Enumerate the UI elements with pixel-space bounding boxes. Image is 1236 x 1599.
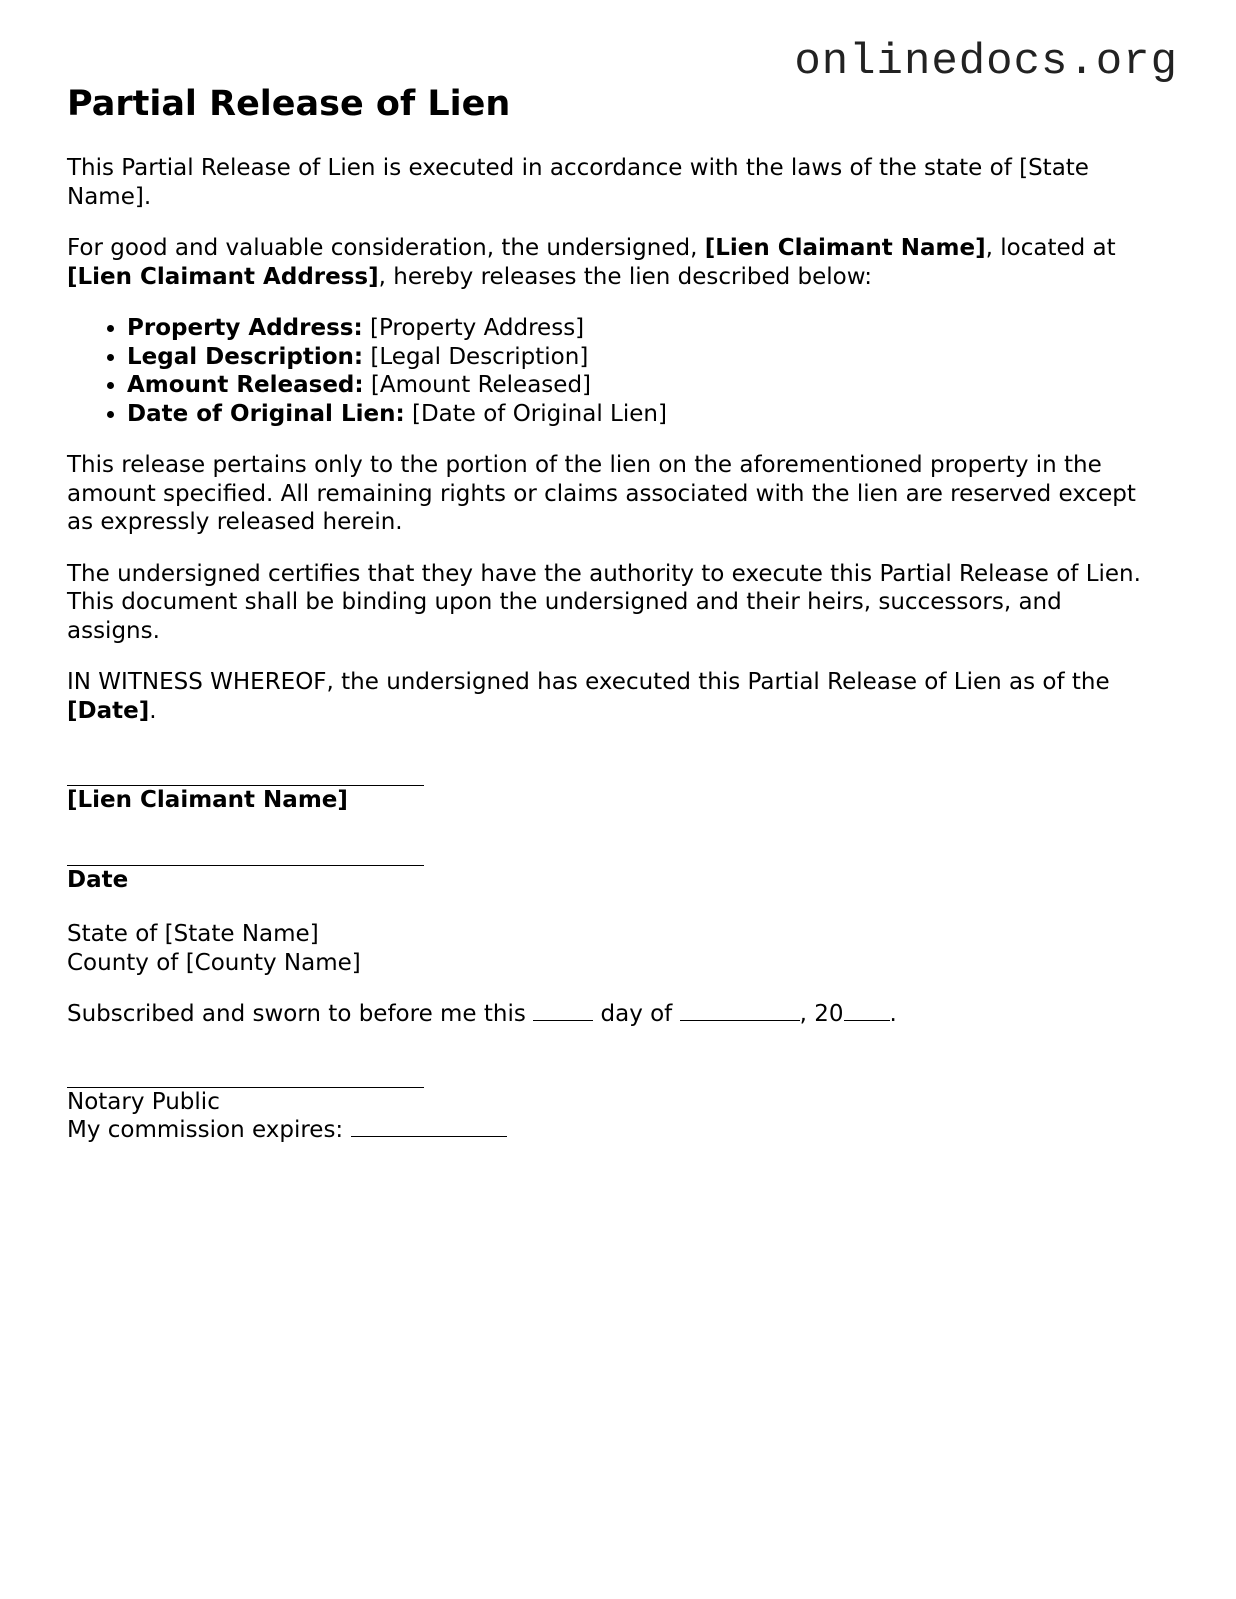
consideration-paragraph <box>67 234 1157 291</box>
sworn-year-blank[interactable] <box>844 1000 890 1021</box>
list-item <box>127 314 1157 343</box>
commission-expiry-blank[interactable] <box>351 1116 507 1137</box>
date-signature-label: Date <box>67 866 129 893</box>
sworn-text-day: day of <box>593 1001 680 1027</box>
sworn-day-blank[interactable] <box>533 1000 593 1021</box>
claimant-signature-block <box>67 761 1157 815</box>
detail-value: [Amount Released] <box>363 372 592 398</box>
notary-signature-line[interactable] <box>67 1063 424 1088</box>
document-body <box>67 154 1157 1145</box>
notary-county: County of [County Name] <box>67 949 361 976</box>
list-item <box>127 371 1157 400</box>
claimant-signature-line[interactable] <box>67 761 424 786</box>
site-watermark: onlinedocs.org <box>794 37 1178 87</box>
detail-label: Amount Released: <box>127 372 364 398</box>
date-signature-line[interactable] <box>67 841 424 866</box>
date-signature-block <box>67 841 1157 895</box>
detail-value: [Legal Description] <box>363 343 589 370</box>
detail-label: Date of Original Lien: <box>127 400 405 427</box>
witness-date-field: [Date] <box>67 697 150 724</box>
consideration-text-mid: , located at <box>985 235 1116 261</box>
consideration-text-post: , hereby releases the lien described below: <box>378 263 873 290</box>
sworn-text-end: . <box>889 1001 897 1027</box>
claimant-address-field: [Lien Claimant Address] <box>67 263 379 290</box>
sworn-text-pre: Subscribed and sworn to before me this <box>67 1001 534 1027</box>
witness-text-pre: IN WITNESS WHEREOF, the undersigned has executed this Partial Release of Lien as of the <box>67 669 1110 695</box>
detail-label: Property Address: <box>127 315 363 341</box>
detail-value: [Property Address] <box>362 315 585 341</box>
document-title: Partial Release of Lien <box>67 84 511 124</box>
pertains-paragraph: This release pertains only to the portion of the lien on the aforementioned property in the amount specified. All remaining rights or claims associated with the lien are reserved except as expressly released herein. <box>67 452 1136 535</box>
consideration-text-pre: For good and valuable consideration, the undersigned, <box>67 235 705 261</box>
claimant-signature-label: [Lien Claimant Name] <box>67 787 348 813</box>
notary-state: State of [State Name] <box>67 921 319 947</box>
lien-details-list <box>67 314 1157 428</box>
commission-label: My commission expires: <box>67 1117 351 1143</box>
sworn-text-year: , 20 <box>799 1001 844 1027</box>
certifies-paragraph: The undersigned certifies that they have the authority to execute this Partial Release of Lien. This document shall be binding upon the undersigned and their heirs, successors, and assigns. <box>67 560 1141 644</box>
claimant-name-field: [Lien Claimant Name] <box>704 235 986 261</box>
sworn-month-blank[interactable] <box>680 1000 800 1021</box>
list-item <box>127 400 1157 429</box>
notary-jurisdiction <box>67 920 1157 977</box>
sworn-statement <box>67 1000 1157 1029</box>
notary-signature-block <box>67 1063 1157 1145</box>
intro-paragraph: This Partial Release of Lien is executed in accordance with the laws of the state of [State Name]. <box>67 155 1089 210</box>
notary-public-label: Notary Public <box>67 1088 220 1115</box>
detail-value: [Date of Original Lien] <box>404 400 667 427</box>
witness-paragraph <box>67 668 1157 725</box>
detail-label: Legal Description: <box>127 343 364 370</box>
witness-text-post: . <box>149 697 157 724</box>
list-item <box>127 343 1157 372</box>
